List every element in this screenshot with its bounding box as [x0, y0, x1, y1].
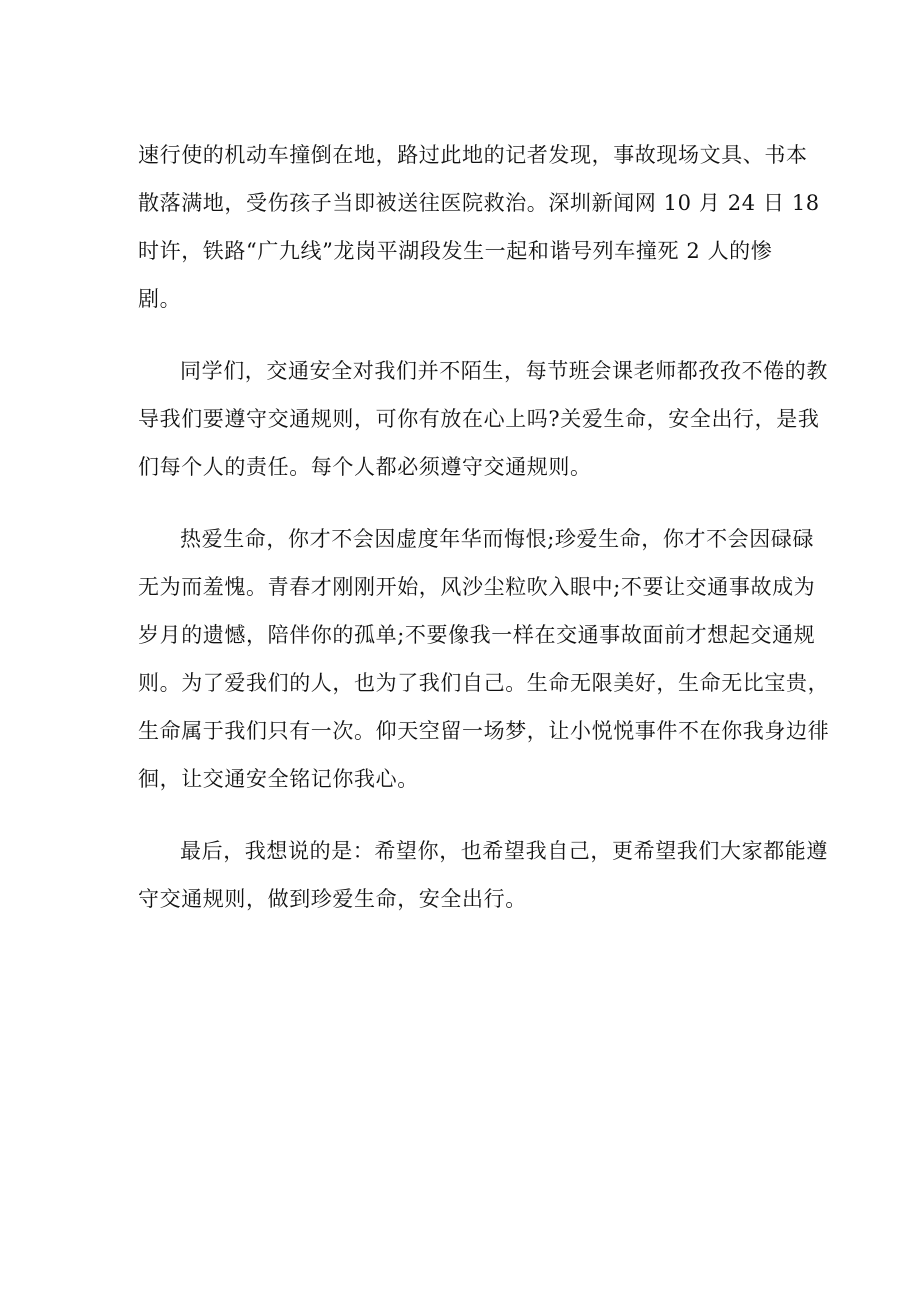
paragraph-cherish-life — [138, 515, 830, 803]
paragraph-spacer — [138, 323, 783, 347]
paragraph-spacer — [138, 803, 783, 827]
text-line: 守交通规则，做到珍爱生命，安全出行。 — [138, 887, 527, 911]
text-line: 无为而羞愧。青春才刚刚开始，风沙尘粒吹入眼中;不要让交通事故成为 — [138, 575, 816, 599]
text-line: 徊，让交通安全铭记你我心。 — [138, 767, 419, 791]
paragraph-spacer — [138, 491, 783, 515]
text-line: 热爱生命，你才不会因虚度年华而悔恨;珍爱生命，你才不会因碌碌 — [180, 527, 815, 551]
text-line: 生命属于我们只有一次。仰天空留一场梦，让小悦悦事件不在你我身边徘 — [138, 719, 830, 743]
paragraph-accident-report — [138, 131, 820, 323]
text-line: 同学们，交通安全对我们并不陌生，每节班会课老师都孜孜不倦的教 — [180, 359, 828, 383]
text-line: 散落满地，受伤孩子当即被送往医院救治。深圳新闻网 10 月 24 日 18 — [138, 191, 820, 215]
text-line: 速行使的机动车撞倒在地，路过此地的记者发现，事故现场文具、书本 — [138, 143, 808, 167]
text-line: 导我们要遵守交通规则，可你有放在心上吗?关爱生命，安全出行，是我 — [138, 407, 820, 431]
text-line: 时许，铁路“广九线”龙岗平湖段发生一起和谐号列车撞死 2 人的惨 — [138, 239, 773, 263]
text-line: 们每个人的责任。每个人都必须遵守交通规则。 — [138, 455, 592, 479]
document-body — [138, 131, 830, 923]
paragraph-classmates — [138, 347, 828, 491]
text-line: 岁月的遗憾，陪伴你的孤单;不要像我一样在交通事故面前才想起交通规 — [138, 623, 816, 647]
text-line: 最后，我想说的是：希望你，也希望我自己，更希望我们大家都能遵 — [180, 839, 828, 863]
text-line: 剧。 — [138, 287, 182, 311]
text-line: 则。为了爱我们的人，也为了我们自己。生命无限美好，生命无比宝贵， — [138, 671, 830, 695]
paragraph-conclusion — [138, 827, 828, 923]
